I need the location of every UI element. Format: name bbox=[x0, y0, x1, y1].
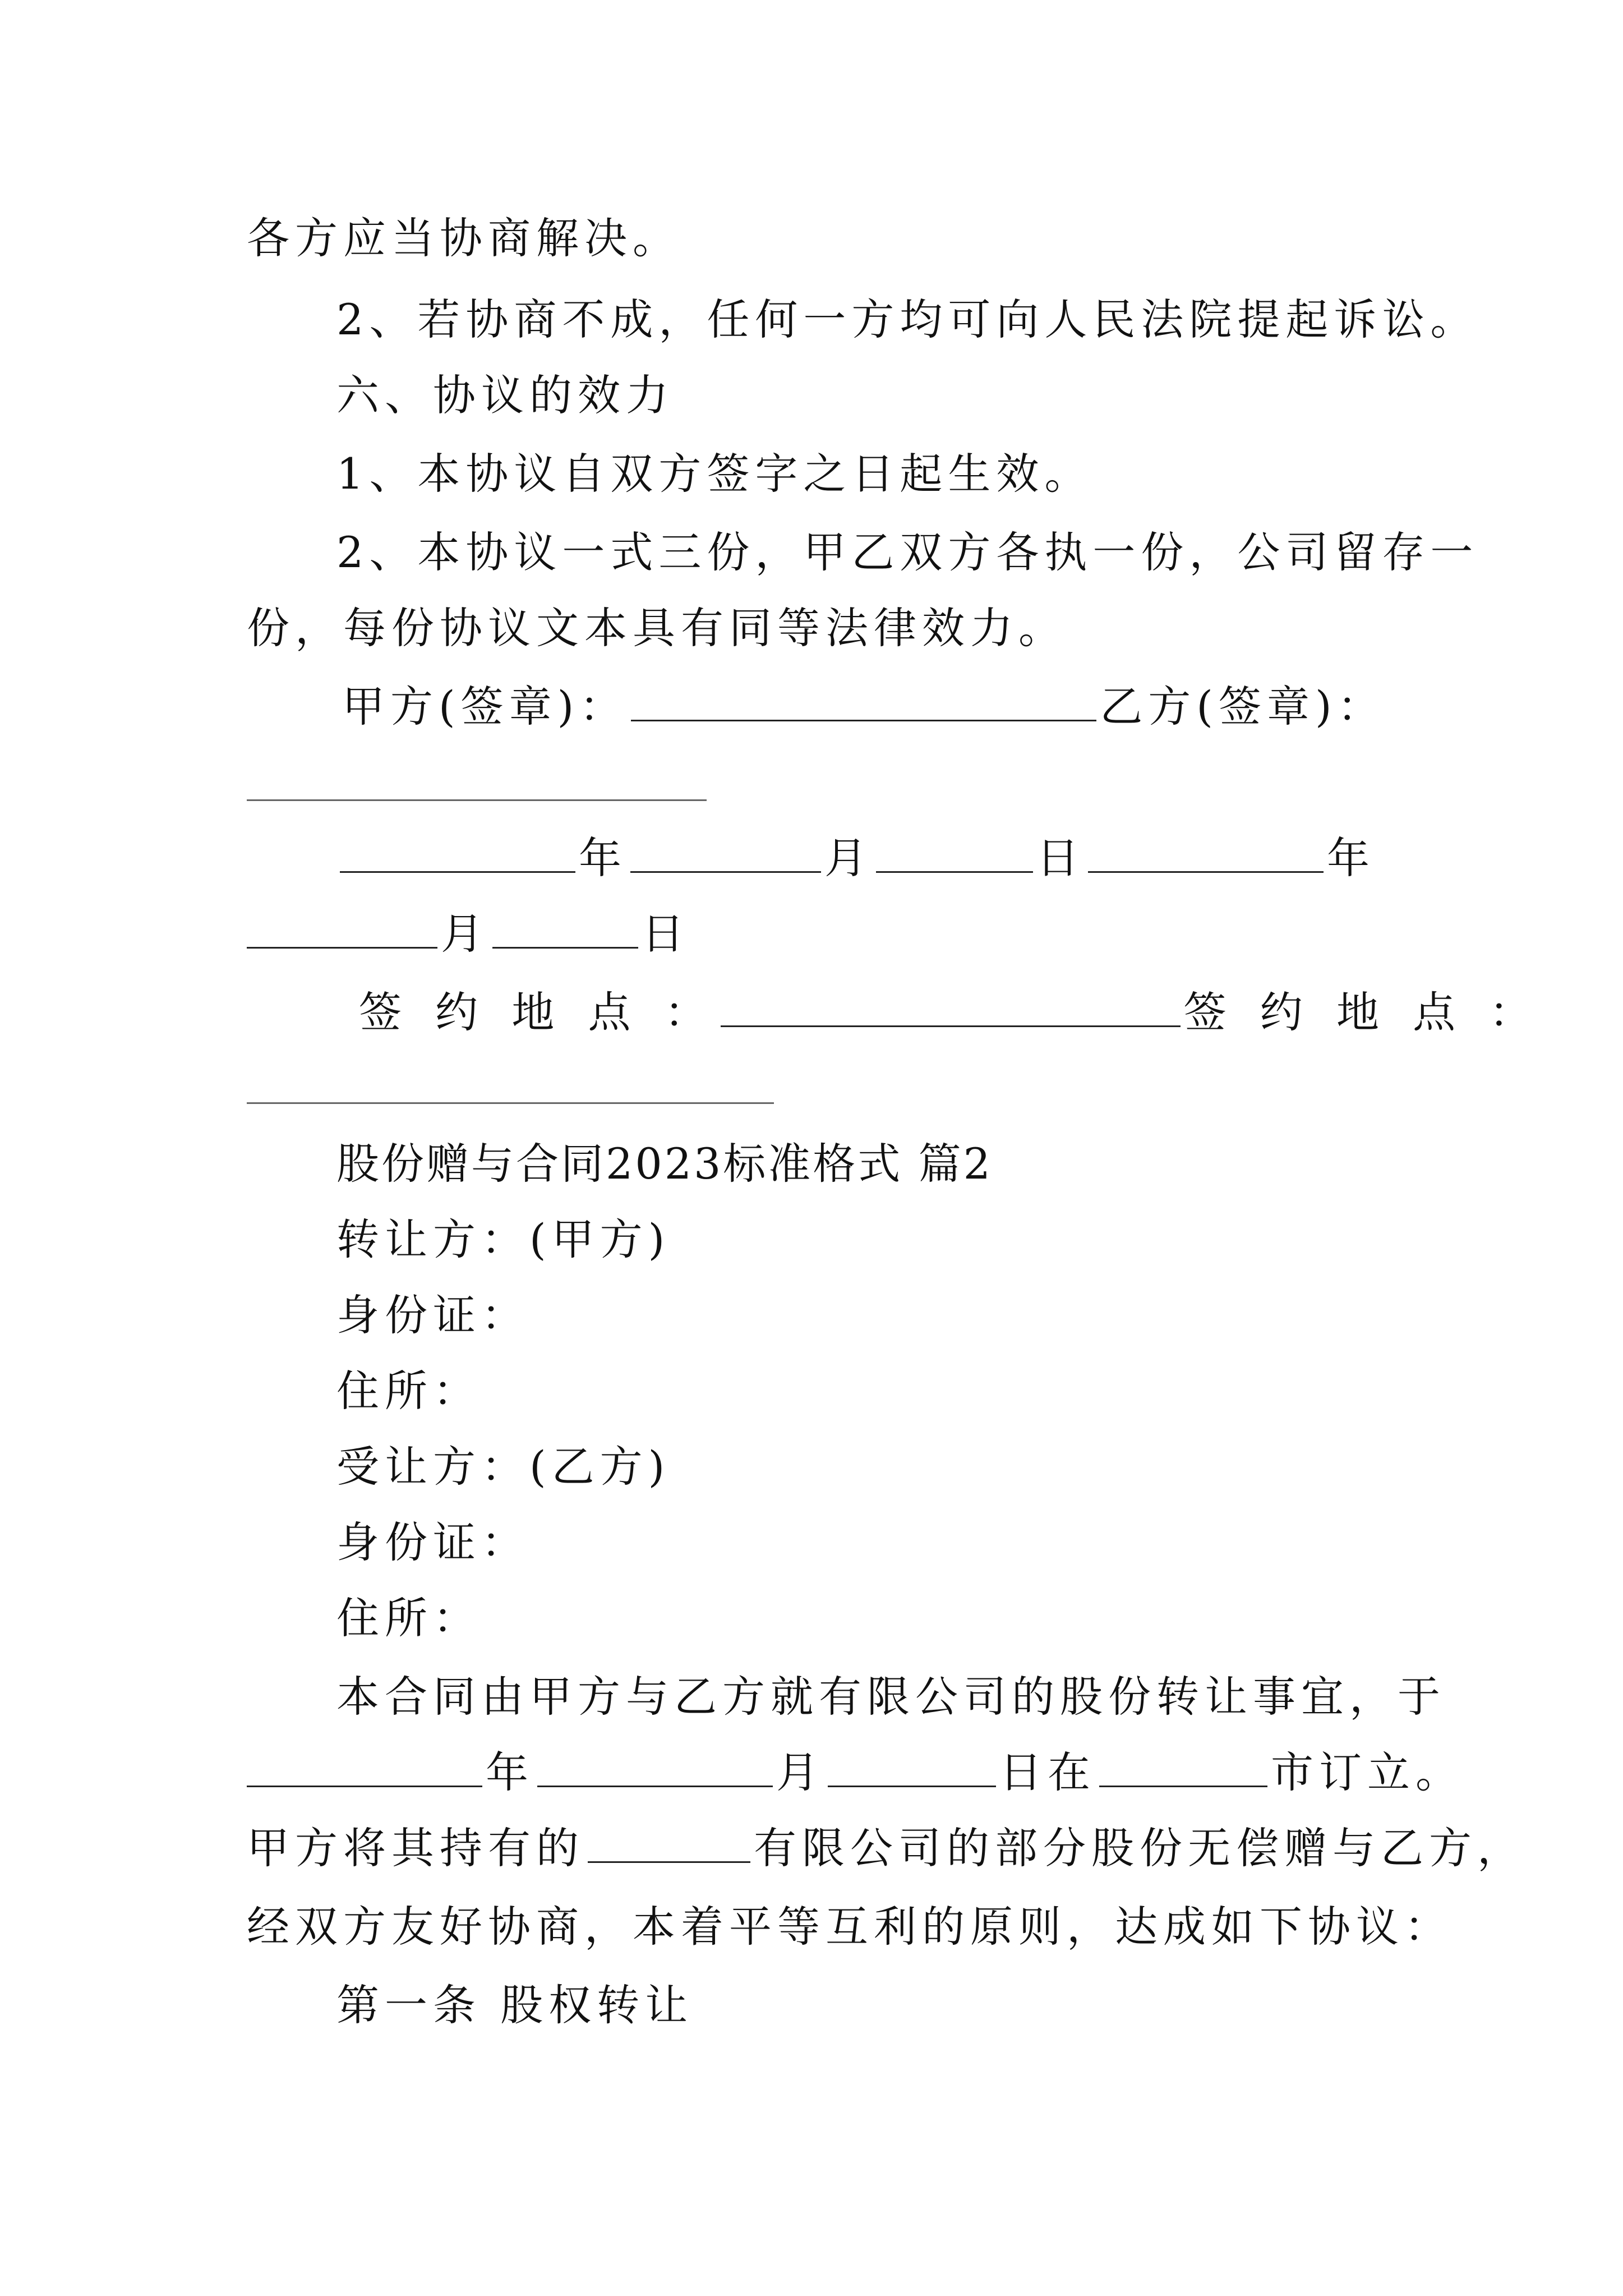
day-blank bbox=[876, 832, 1033, 873]
article-heading: 第一条 股权转让 bbox=[336, 1980, 694, 2030]
paragraph-line bbox=[247, 1820, 1525, 1876]
day-label: 日 bbox=[642, 909, 690, 959]
date-line bbox=[247, 1745, 1464, 1801]
paragraph-line: 1、本协议自双方签字之日起生效。 bbox=[336, 449, 1093, 499]
party-field: 转让方：(甲方) bbox=[336, 1214, 671, 1264]
month-label: 月 bbox=[776, 1747, 824, 1797]
city-blank bbox=[1099, 1746, 1267, 1787]
signing-place-label: 签 约 地 点 ： bbox=[1183, 987, 1542, 1037]
paragraph-line: 份，每份协议文本具有同等法律效力。 bbox=[247, 603, 1067, 653]
date-line bbox=[247, 906, 690, 962]
day-blank bbox=[828, 1746, 996, 1787]
paragraph-line: 2、若协商不成，任何一方均可向人民法院提起诉讼。 bbox=[336, 295, 1479, 344]
party-a-sign-label: 甲方(签章)： bbox=[342, 682, 628, 731]
year-label: 年 bbox=[1327, 833, 1375, 883]
signing-place-blank bbox=[721, 986, 1181, 1027]
day-blank bbox=[492, 908, 638, 949]
paragraph-text: 甲方将其持有的 bbox=[247, 1823, 584, 1873]
month-blank bbox=[630, 832, 821, 873]
signing-place-line bbox=[359, 984, 1542, 1041]
month-blank bbox=[537, 1746, 773, 1787]
paragraph-line: 本合同由甲方与乙方就有限公司的股份转让事宜，于 bbox=[336, 1672, 1446, 1722]
signature-blank bbox=[631, 680, 1096, 721]
party-field: 身份证： bbox=[336, 1517, 529, 1567]
paragraph-text: 有限公司的部分股份无偿赠与乙方， bbox=[754, 1823, 1525, 1873]
year-label: 年 bbox=[579, 833, 627, 883]
year-blank bbox=[247, 1746, 482, 1787]
party-field: 住所： bbox=[336, 1593, 481, 1643]
party-field: 身份证： bbox=[336, 1290, 529, 1340]
signing-place-blank bbox=[247, 1102, 774, 1104]
paragraph-line: 各方应当协商解决。 bbox=[247, 213, 681, 263]
date-line bbox=[336, 830, 1375, 886]
paragraph-line: 2、本协议一式三份，甲乙双方各执一份，公司留存一 bbox=[336, 527, 1479, 577]
party-b-sign-label: 乙方(签章)： bbox=[1100, 682, 1386, 731]
party-field: 住所： bbox=[336, 1366, 481, 1416]
month-label: 月 bbox=[441, 909, 489, 959]
company-blank bbox=[588, 1822, 750, 1863]
signing-place-label: 签 约 地 点 ： bbox=[359, 987, 717, 1037]
section-heading: 六、协议的效力 bbox=[336, 370, 674, 420]
paragraph-line: 经双方友好协商，本着平等互利的原则，达成如下协议： bbox=[247, 1902, 1453, 1952]
city-label: 市订立。 bbox=[1271, 1747, 1464, 1797]
signature-blank bbox=[247, 799, 707, 801]
party-field: 受让方：(乙方) bbox=[336, 1442, 671, 1492]
signature-line bbox=[342, 679, 1386, 735]
year-blank bbox=[340, 832, 575, 873]
section-title: 股份赠与合同2023标准格式 篇2 bbox=[336, 1139, 993, 1189]
day-label: 日 bbox=[1036, 833, 1085, 883]
month-label: 月 bbox=[824, 833, 873, 883]
month-blank bbox=[247, 908, 437, 949]
day-label: 日在 bbox=[999, 1747, 1096, 1797]
year-label: 年 bbox=[486, 1747, 534, 1797]
year-blank bbox=[1088, 832, 1324, 873]
